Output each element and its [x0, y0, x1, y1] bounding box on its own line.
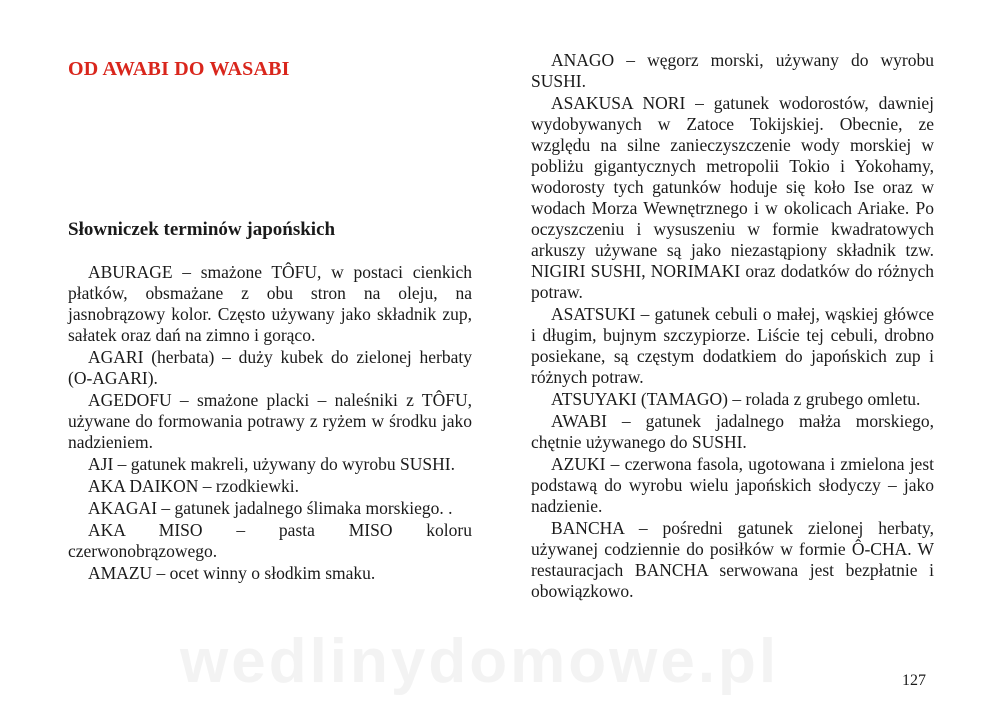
glossary-entry: ANAGO – węgorz morski, używany do wyrobu SUSHI.	[531, 50, 934, 91]
glossary-entry: AGARI (herbata) – duży kubek do zielonej herbaty (O-AGARI).	[68, 347, 472, 388]
glossary-entry: ABURAGE – smażone TÔFU, w postaci cienkich płatków, obsmażane z obu stron na oleju, na jasnobrązowy kolor. Często używany jako składnik zup, sałatek oraz dań na zimno i gorąco.	[68, 262, 472, 345]
glossary-entry: AKA DAIKON – rzodkiewki.	[88, 476, 299, 496]
glossary-entry: AZUKI – czerwona fasola, ugotowana i zmielona jest podstawą do wyrobu wielu japońskich słodyczy – jako nadzienie.	[531, 454, 934, 516]
right-text-column	[531, 50, 934, 602]
glossary-entry: AKAGAI – gatunek jadalnego ślimaka morskiego. .	[88, 498, 453, 518]
watermark-text: wedlinydomowe.pl	[180, 627, 780, 696]
glossary-entry: AWABI – gatunek jadalnego małża morskiego, chętnie używanego do SUSHI.	[531, 411, 934, 452]
page-number: 127	[902, 672, 926, 689]
section-subtitle: Słowniczek terminów japońskich	[68, 219, 336, 240]
chapter-title: OD AWABI DO WASABI	[68, 58, 290, 80]
glossary-entry: ASAKUSA NORI – gatunek wodorostów, dawniej wydobywanych w Zatoce Tokijskiej. Obecnie, ze względu na silne zanieczyszczenie wody morskiej w pobliżu gigantycznych metropolii Tokio i Yokohamy, wodorosty tych gatunków hoduje się koło Ise oraz w wodach Morza Wewnętrznego i w okolicach Ariake. Po oczyszczeniu i wysuszeniu w formie kwadratowych arkuszy używane są jako niezastąpiony składnik tzw. NIGIRI SUSHI, NORIMAKI oraz dodatków do różnych potraw.	[531, 93, 934, 302]
glossary-entry: ASATSUKI – gatunek cebuli o małej, wąskiej główce i długim, bujnym szczypiorze. Liście tej cebuli, drobno posiekane, są częstym dodatkiem do japońskich zup i różnych potraw.	[531, 304, 934, 387]
glossary-entry: AJI – gatunek makreli, używany do wyrobu SUSHI.	[88, 454, 455, 474]
glossary-entry: AGEDOFU – smażone placki – naleśniki z TÔFU, używane do formowania potrawy z ryżem w środku jako nadzieniem.	[68, 390, 472, 452]
glossary-entry: BANCHA – pośredni gatunek zielonej herbaty, używanej codziennie do posiłków w formie Ô-CHA. W restauracjach BANCHA serwowana jest bezpłatnie i obowiązkowo.	[531, 518, 934, 601]
glossary-entry: AMAZU – ocet winny o słodkim smaku.	[88, 563, 376, 583]
glossary-entry: ATSUYAKI (TAMAGO) – rolada z grubego omletu.	[551, 389, 921, 409]
left-text-column	[68, 262, 472, 584]
glossary-entry: AKA MISO – pasta MISO koloru czerwonobrązowego.	[68, 520, 472, 561]
